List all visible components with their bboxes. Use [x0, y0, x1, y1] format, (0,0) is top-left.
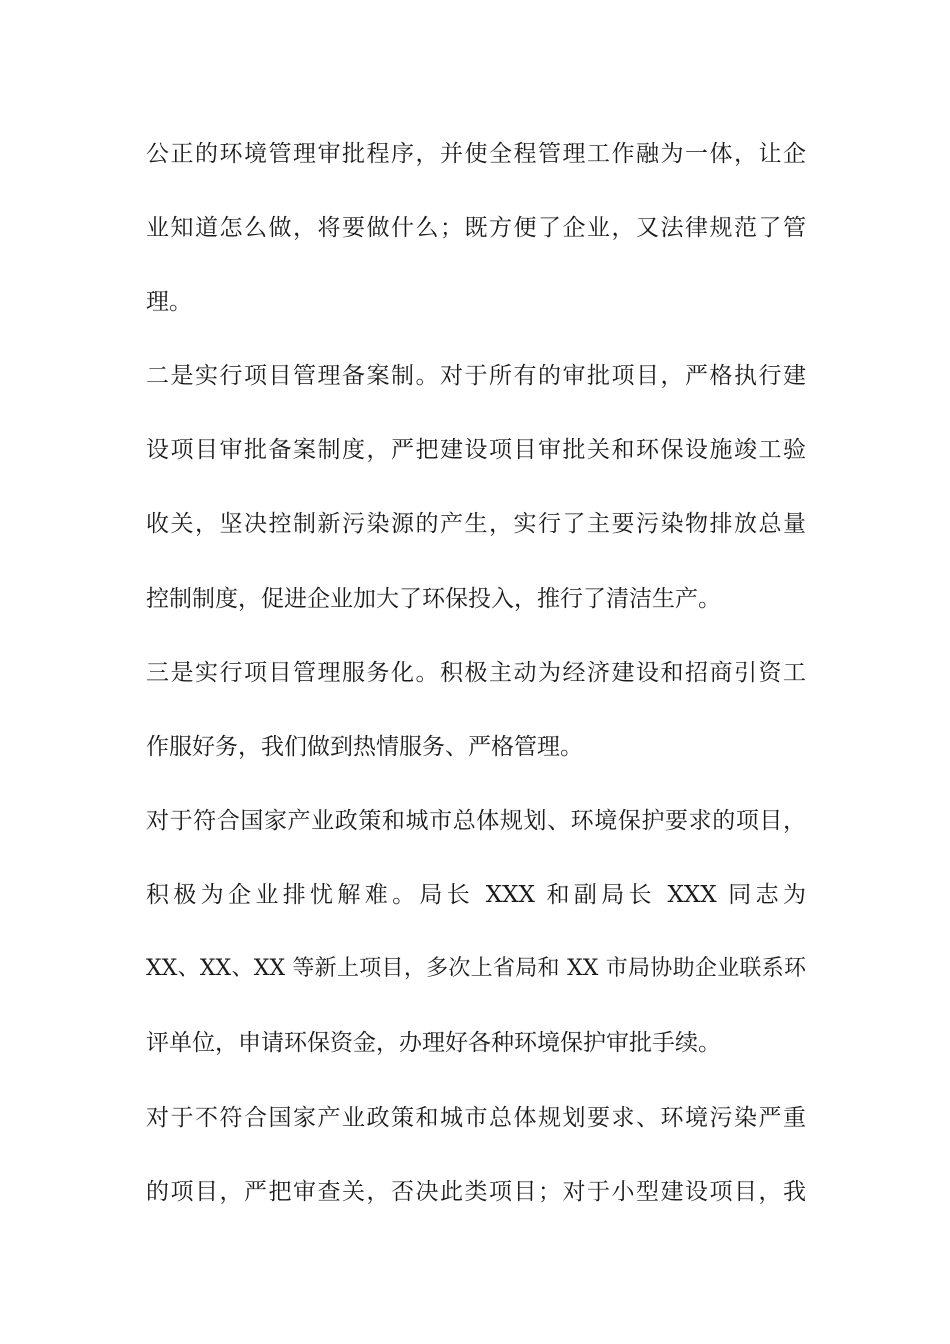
- text-line-5: 设项目审批备案制度，严把建设项目审批关和环保设施竣工验: [146, 437, 806, 463]
- text-line-3: 理。: [146, 289, 192, 315]
- text-line-11: 积极为企业排忧解难。局长 XXX 和副局长 XXX 同志为: [146, 882, 806, 908]
- text-line-13: 评单位，申请环保资金，办理好各种环境保护审批手续。: [146, 1030, 721, 1056]
- text-line-10: 对于符合国家产业政策和城市总体规划、环境保护要求的项目，: [146, 808, 806, 834]
- text-line-1: 公正的环境管理审批程序，并使全程管理工作融为一体，让企: [146, 141, 806, 167]
- text-line-2: 业知道怎么做，将要做什么；既方便了企业，又法律规范了管: [146, 215, 806, 241]
- text-line-7: 控制制度，促进企业加大了环保投入，推行了清洁生产。: [146, 586, 721, 612]
- text-line-4: 二是实行项目管理备案制。对于所有的审批项目，严格执行建: [146, 363, 806, 389]
- text-line-12: XX、XX、XX 等新上项目，多次上省局和 XX 市局协助企业联系环: [146, 956, 806, 981]
- text-line-9: 作服好务，我们做到热情服务、严格管理。: [146, 734, 583, 760]
- text-line-6: 收关，坚决控制新污染源的产生，实行了主要污染物排放总量: [146, 511, 806, 537]
- text-line-15: 的项目，严把审查关，否决此类项目；对于小型建设项目，我: [146, 1179, 806, 1205]
- text-line-14: 对于不符合国家产业政策和城市总体规划要求、环境污染严重: [146, 1105, 806, 1131]
- text-line-8: 三是实行项目管理服务化。积极主动为经济建设和招商引资工: [146, 660, 806, 686]
